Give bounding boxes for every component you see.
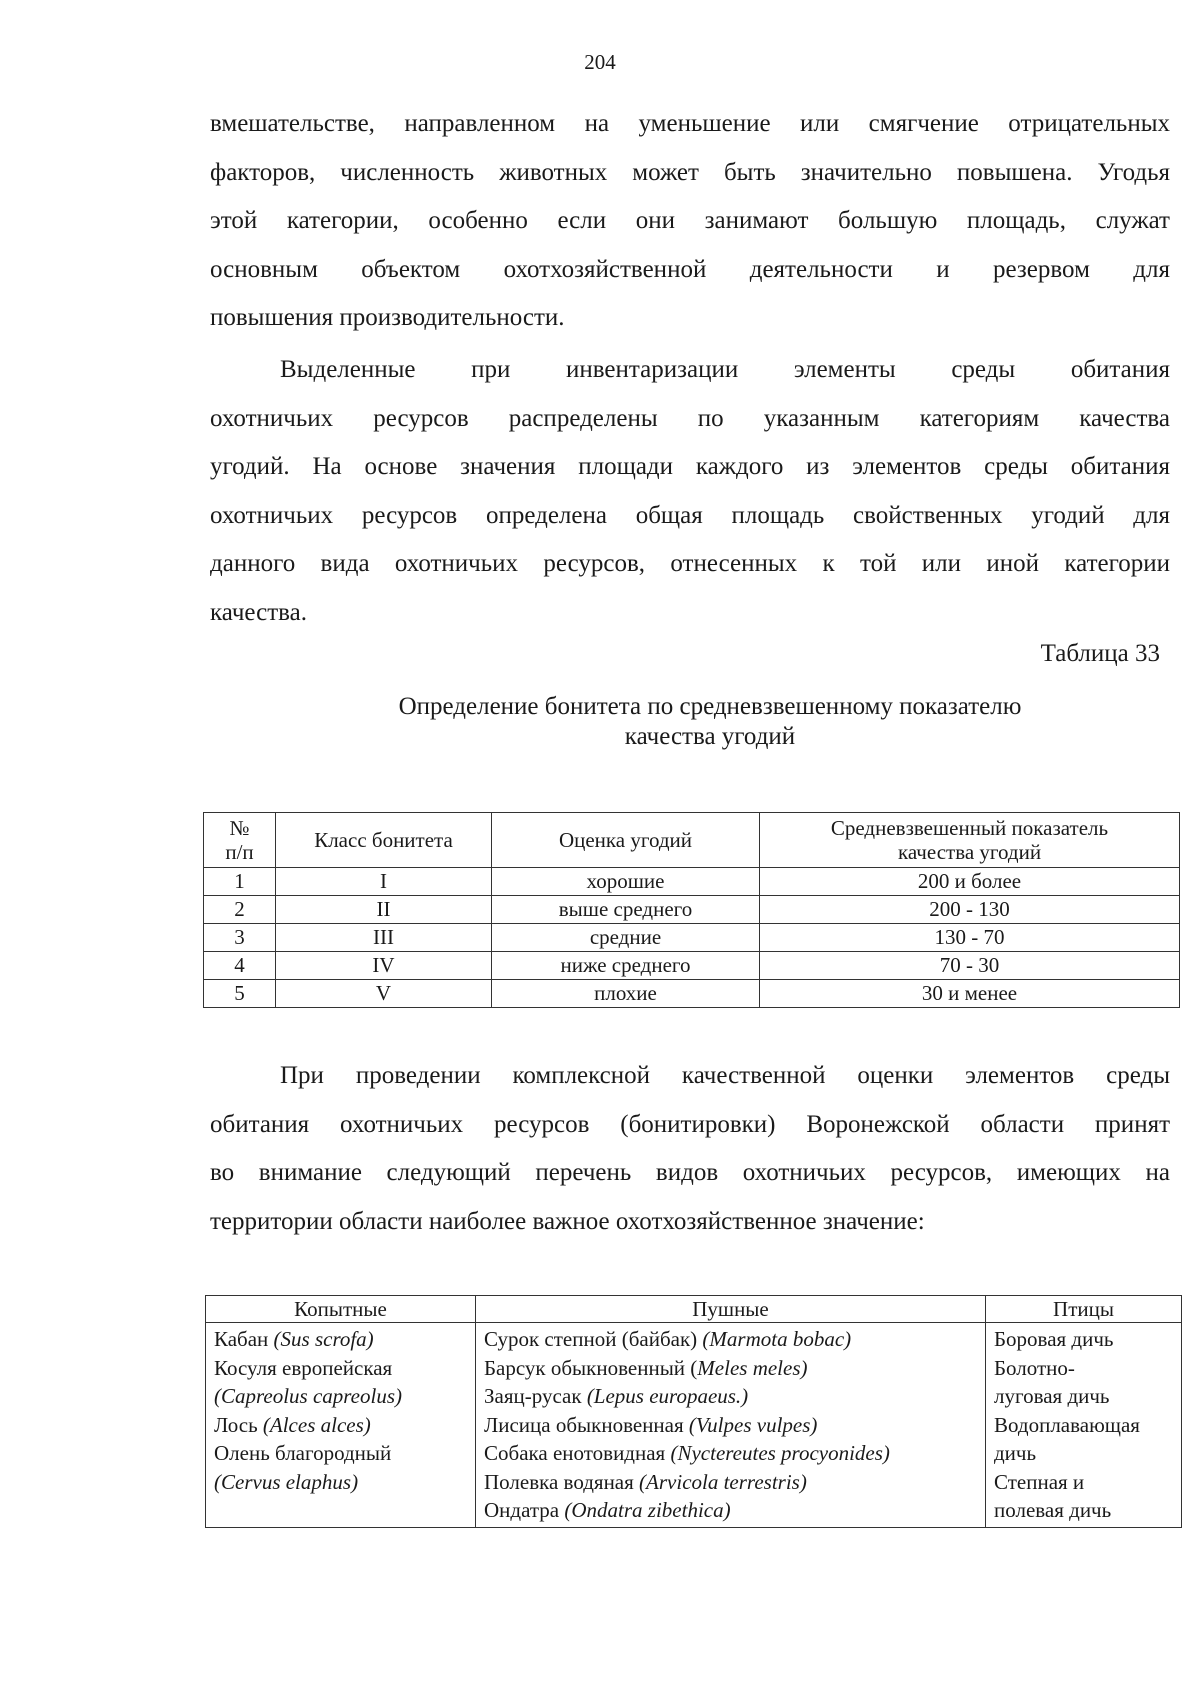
table-title-line: качества угодий <box>624 723 796 750</box>
header-index-line: Средневзвешенный показатель <box>830 816 1109 840</box>
cell-class: I <box>276 868 492 896</box>
text-line: территории области наиболее важное охотхозяйственное значение: <box>210 1207 925 1235</box>
header-birds: Птицы <box>986 1296 1182 1323</box>
header-ungulates: Копытные <box>206 1296 476 1323</box>
cell-num: 2 <box>204 896 276 924</box>
cell-rating: хорошие <box>492 868 760 896</box>
text-line: обитания охотничьих ресурсов (бонитировки) Воронежской области принят <box>210 1110 1170 1138</box>
header-fur: Пушные <box>476 1296 986 1323</box>
species-entry <box>484 1468 977 1497</box>
cell-class: V <box>276 980 492 1008</box>
species-latin: (Marmota bobac) <box>702 1327 852 1351</box>
species-entry <box>214 1325 467 1354</box>
table-header-row <box>204 813 1180 868</box>
text-line: Выделенные при инвентаризации элементы среды обитания <box>280 356 1170 383</box>
header-rating: Оценка угодий <box>492 813 760 868</box>
species-name: Барсук обыкновенный ( <box>484 1355 698 1380</box>
cell-index: 200 - 130 <box>760 896 1180 924</box>
birds-cell <box>986 1323 1182 1528</box>
species-entry <box>484 1496 977 1525</box>
cell-class: IV <box>276 952 492 980</box>
species-name: Ондатра <box>484 1498 565 1522</box>
header-num-line: п/п <box>225 840 254 864</box>
species-entry <box>484 1411 977 1440</box>
bird-entry: луговая дичь <box>994 1384 1110 1408</box>
cell-rating: ниже среднего <box>492 952 760 980</box>
text-line: охотничьих ресурсов определена общая площадь свойственных угодий для <box>210 501 1170 529</box>
cell-class: III <box>276 924 492 952</box>
table-header-row <box>206 1296 1182 1323</box>
paragraph-1 <box>210 100 1170 343</box>
bird-entry: Боровая дичь <box>994 1327 1114 1351</box>
text-line: угодий. На основе значения площади каждого из элементов среды обитания <box>210 453 1170 480</box>
text-line: факторов, численность животных может быть значительно повышена. Угодья <box>210 158 1170 186</box>
cell-index: 30 и менее <box>760 980 1180 1008</box>
text-line: вмешательстве, направленном на уменьшение или смягчение отрицательных <box>210 110 1170 137</box>
table-row <box>204 980 1180 1008</box>
table-row <box>204 896 1180 924</box>
species-entry <box>484 1354 977 1383</box>
species-name: Лось <box>214 1412 263 1437</box>
species-latin: (Nyctereutes procyonides) <box>670 1441 890 1465</box>
page-number: 204 <box>584 50 616 74</box>
cell-num: 1 <box>204 868 276 896</box>
species-latin: (Lepus europaeus.) <box>586 1384 749 1408</box>
paragraph-3 <box>210 1052 1170 1246</box>
species-entry <box>214 1354 467 1383</box>
species-entry <box>484 1382 977 1411</box>
table-row <box>204 868 1180 896</box>
species-name: Сурок степной (байбак) <box>484 1327 703 1351</box>
species-name: Косуля европейская <box>214 1355 393 1380</box>
species-table <box>205 1295 1182 1528</box>
species-name: Лисица обыкновенная <box>484 1412 689 1437</box>
ungulates-cell <box>206 1323 476 1528</box>
cell-index: 70 - 30 <box>760 952 1180 980</box>
table-title <box>310 692 1110 752</box>
text-line: охотничьих ресурсов распределены по указанным категориям качества <box>210 404 1170 432</box>
bird-entry: Степная и <box>994 1469 1085 1494</box>
species-name: Полевка водяная <box>484 1469 640 1494</box>
cell-class: II <box>276 896 492 924</box>
table-title-line: Определение бонитета по средневзвешенному показателю <box>398 693 1022 720</box>
text-line: во внимание следующий перечень видов охотничьих ресурсов, имеющих на <box>210 1159 1170 1186</box>
species-entry <box>484 1439 977 1468</box>
cell-rating: плохие <box>492 980 760 1008</box>
species-latin: (Alces alces) <box>262 1412 371 1437</box>
species-latin: (Vulpes vulpes) <box>688 1412 818 1437</box>
species-latin: (Capreolus capreolus) <box>214 1384 403 1408</box>
species-entry <box>214 1382 467 1411</box>
header-index-line: качества угодий <box>897 840 1042 864</box>
species-entry <box>484 1325 977 1354</box>
table-row <box>206 1323 1182 1528</box>
species-entry <box>214 1468 467 1497</box>
text-line: качества. <box>210 598 307 626</box>
cell-num: 3 <box>204 924 276 952</box>
cell-index: 200 и более <box>760 868 1180 896</box>
text-line: этой категории, особенно если они занимают большую площадь, служат <box>210 207 1170 234</box>
text-line: данного вида охотничьих ресурсов, отнесенных к той или иной категории <box>210 550 1170 577</box>
species-latin: (Ondatra zibethica) <box>564 1498 731 1522</box>
bird-entry: Болотно- <box>994 1355 1075 1380</box>
species-latin: (Cervus elaphus) <box>214 1469 359 1494</box>
species-entry <box>214 1411 467 1440</box>
table-label: Таблица 33 <box>1040 640 1160 667</box>
species-latin: (Arvicola terrestris) <box>639 1469 807 1494</box>
cell-num: 4 <box>204 952 276 980</box>
cell-index: 130 - 70 <box>760 924 1180 952</box>
species-latin: (Sus scrofa) <box>273 1327 374 1351</box>
cell-rating: средние <box>492 924 760 952</box>
text-line: При проведении комплексной качественной оценки элементов среды <box>280 1062 1170 1089</box>
bird-entry: дичь <box>994 1441 1037 1465</box>
table-row <box>204 952 1180 980</box>
species-entry <box>214 1439 467 1468</box>
species-name: Олень благородный <box>214 1441 392 1465</box>
cell-num: 5 <box>204 980 276 1008</box>
header-index <box>760 813 1180 868</box>
text-line: повышения производительности. <box>210 304 565 331</box>
text-line: основным объектом охотхозяйственной деятельности и резервом для <box>210 255 1170 283</box>
species-name: Кабан <box>214 1327 274 1351</box>
header-class: Класс бонитета <box>276 813 492 868</box>
species-name: Собака енотовидная <box>484 1441 671 1465</box>
fur-cell <box>476 1323 986 1528</box>
bird-entry: полевая дичь <box>994 1498 1112 1522</box>
cell-rating: выше среднего <box>492 896 760 924</box>
species-latin: Meles meles) <box>697 1355 808 1380</box>
table-row <box>204 924 1180 952</box>
header-num-line: № <box>229 816 250 840</box>
bird-entry: Водоплавающая <box>994 1412 1140 1437</box>
bonitet-table <box>203 812 1180 1008</box>
species-name: Заяц-русак <box>484 1384 587 1408</box>
header-num <box>204 813 276 868</box>
paragraph-2 <box>210 346 1170 637</box>
